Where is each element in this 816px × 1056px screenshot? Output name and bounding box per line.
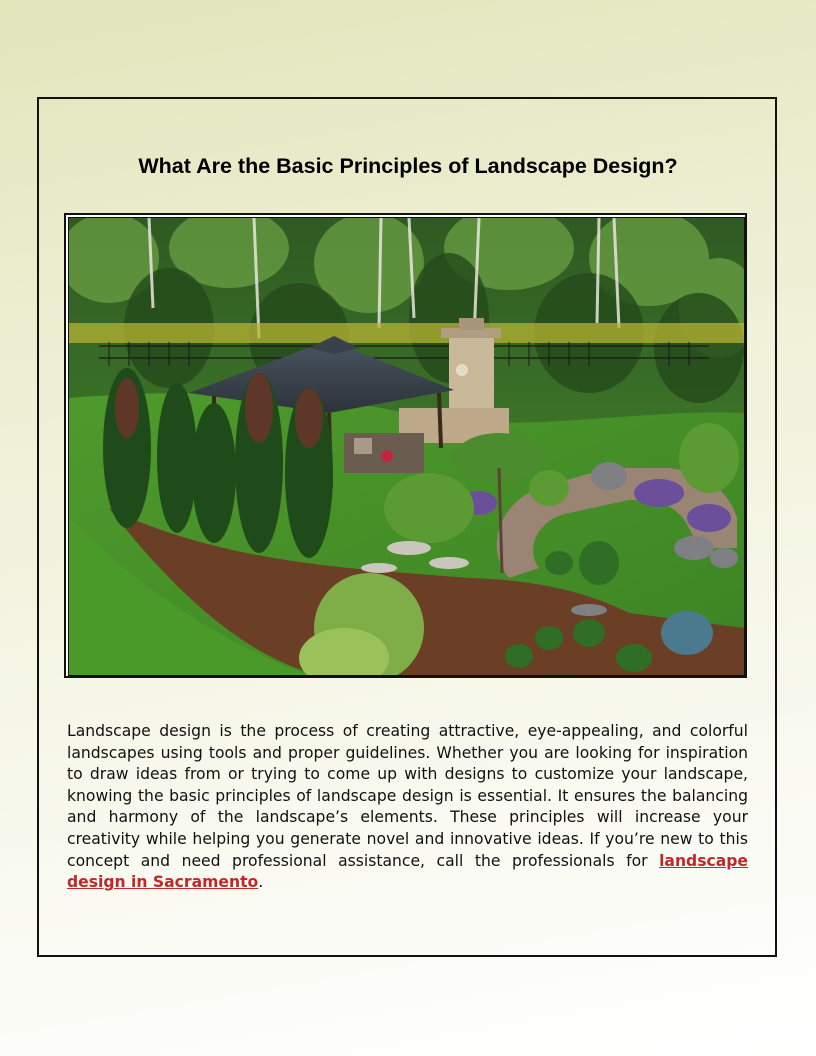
page-title: What Are the Basic Principles of Landscape Design? <box>138 154 678 178</box>
intro-paragraph <box>67 721 748 894</box>
landscape-design-link[interactable]: landscape design in Sacramento <box>67 851 748 892</box>
garden-photo <box>68 217 745 676</box>
photo-frame <box>64 213 747 678</box>
paragraph-end: . <box>258 873 264 892</box>
paragraph-text: Landscape design is the process of creating attractive, eye-appealing, and colorful landscapes using tools and proper guidelines. Whether you are looking for inspiration to draw ideas from or trying to come up with designs to customize your landscape, knowing the basic principles of landscape design is essential. It ensures the balancing and harmony of the landscape’s elements. These principles will increase your creativity while helping you generate novel and innovative ideas. If you’re new to this concept and need professional assistance, call the professionals for <box>67 722 748 870</box>
